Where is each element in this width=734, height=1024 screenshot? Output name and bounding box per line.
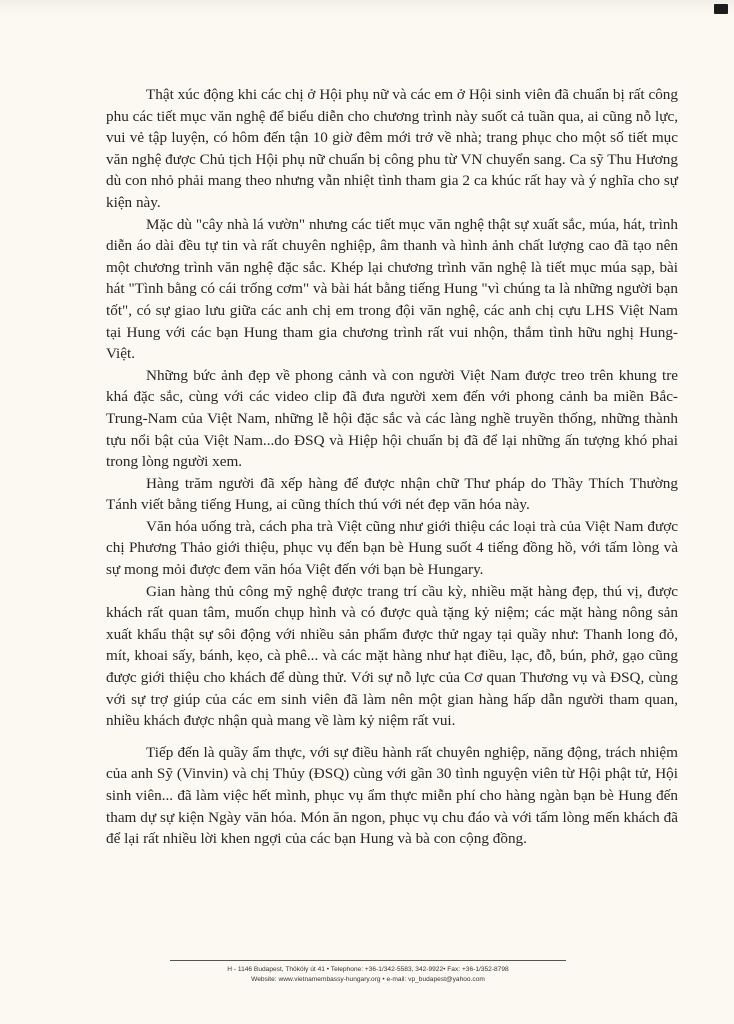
body-text xyxy=(106,84,678,850)
paragraph-handicraft-stall: Gian hàng thủ công mỹ nghệ được trang trí cầu kỳ, nhiều mặt hàng đẹp, thú vị, được khách rất quan tâm, muốn chụp hình và có được quà tặng kỷ niệm; các mặt hàng nông sản xuất khẩu thật sự sôi động với nhiều sản phẩm được thử ngay tại quầy như: Thanh long đỏ, mít, khoai sấy, bánh, kẹo, cà phê... và các mặt hàng như hạt điều, lạc, đỗ, bún, phở, gạo cũng được giới thiệu cho khách để dùng thử. Với sự nỗ lực của Cơ quan Thương vụ và ĐSQ, cùng với sự trợ giúp của các em sinh viên đã làm nên một gian hàng hấp dẫn người tham quan, nhiều khách được nhận quà mang về làm kỷ niệm rất vui. xyxy=(106,582,678,730)
paragraph-photo-exhibition: Những bức ảnh đẹp về phong cảnh và con người Việt Nam được treo trên khung tre khá đặc sắc, cùng với các video clip đã đưa người xem đến với phong cảnh ba miền Bắc-Trung-Nam của Việt Nam, những lễ hội đặc sắc và các làng nghề truyền thống, những thành tựu nổi bật của Việt Nam...do ĐSQ và Hiệp hội chuẩn bị đã để lại những ấn tượng khó phai trong lòng người xem. xyxy=(106,366,678,471)
paragraph-food-counter: Tiếp đến là quầy ẩm thực, với sự điều hành rất chuyên nghiệp, năng động, trách nhiệm của anh Sỹ (Vinvin) và chị Thủy (ĐSQ) cùng với gần 30 tình nguyện viên từ Hội phật tử, Hội sinh viên... đã làm việc hết mình, phục vụ ẩm thực miễn phí cho hàng ngàn bạn bè Hung đến tham dự sự kiện Ngày văn hóa. Món ăn ngon, phục vụ chu đáo và với tấm lòng mến khách đã để lại rất nhiều lời khen ngợi của các bạn Hung và bà con cộng đồng. xyxy=(106,743,678,848)
scan-corner-mark xyxy=(714,4,728,14)
footer-address: H - 1146 Budapest, Thököly út 41 • Telephone: +36-1/342-5583, 342-9922• Fax: +36-1/352-8798 xyxy=(227,966,509,973)
letterhead-footer xyxy=(170,960,566,985)
paragraph-tea-culture: Văn hóa uống trà, cách pha trà Việt cũng như giới thiệu các loại trà của Việt Nam được chị Phương Thảo giới thiệu, phục vụ đến bạn bè Hung suốt 4 tiếng đồng hồ, với tấm lòng và sự mong mỏi được đem văn hóa Việt đến với bạn bè Hungary. xyxy=(106,517,678,579)
paragraph-art-performances: Mặc dù "cây nhà lá vườn" nhưng các tiết mục văn nghệ thật sự xuất sắc, múa, hát, trình diễn áo dài đều tự tin và rất chuyên nghiệp, âm thanh và hình ảnh chất lượng cao đã tạo nên một chương trình văn nghệ đặc sắc. Khép lại chương trình văn nghệ là tiết mục múa sạp, bài hát "Tình bằng có cái trống cơm" và bài hát bằng tiếng Hung "vì chúng ta là những người bạn tốt", có sự giao lưu giữa các anh chị em trong đội văn nghệ, các anh chị cựu LHS Việt Nam tại Hung với các bạn Hung tham gia chương trình rất vui nhộn, thắm tình hữu nghị Hung-Việt. xyxy=(106,215,678,363)
paragraph-performers: Thật xúc động khi các chị ở Hội phụ nữ và các em ở Hội sinh viên đã chuẩn bị rất công phu các tiết mục văn nghệ để biểu diễn cho chương trình này suốt cả tuần qua, ai cũng nỗ lực, vui vẻ tập luyện, có hôm đến tận 10 giờ đêm mới trở về nhà; trang phục cho một số tiết mục văn nghệ được Chủ tịch Hội phụ nữ chuẩn bị công phu từ VN chuyển sang. Ca sỹ Thu Hương dù con nhỏ phải mang theo nhưng vẫn nhiệt tình tham gia 2 ca khúc rất hay và ý nghĩa cho sự kiện này. xyxy=(106,86,678,211)
paragraph-calligraphy: Hàng trăm người đã xếp hàng để được nhận chữ Thư pháp do Thầy Thích Thường Tánh viết bằng tiếng Hung, ai cũng thích thú với nét đẹp văn hóa này. xyxy=(106,474,678,514)
footer-website: Website: www.vietnamembassy-hungary.org • e-mail: vp_budapest@yahoo.com xyxy=(251,976,485,983)
